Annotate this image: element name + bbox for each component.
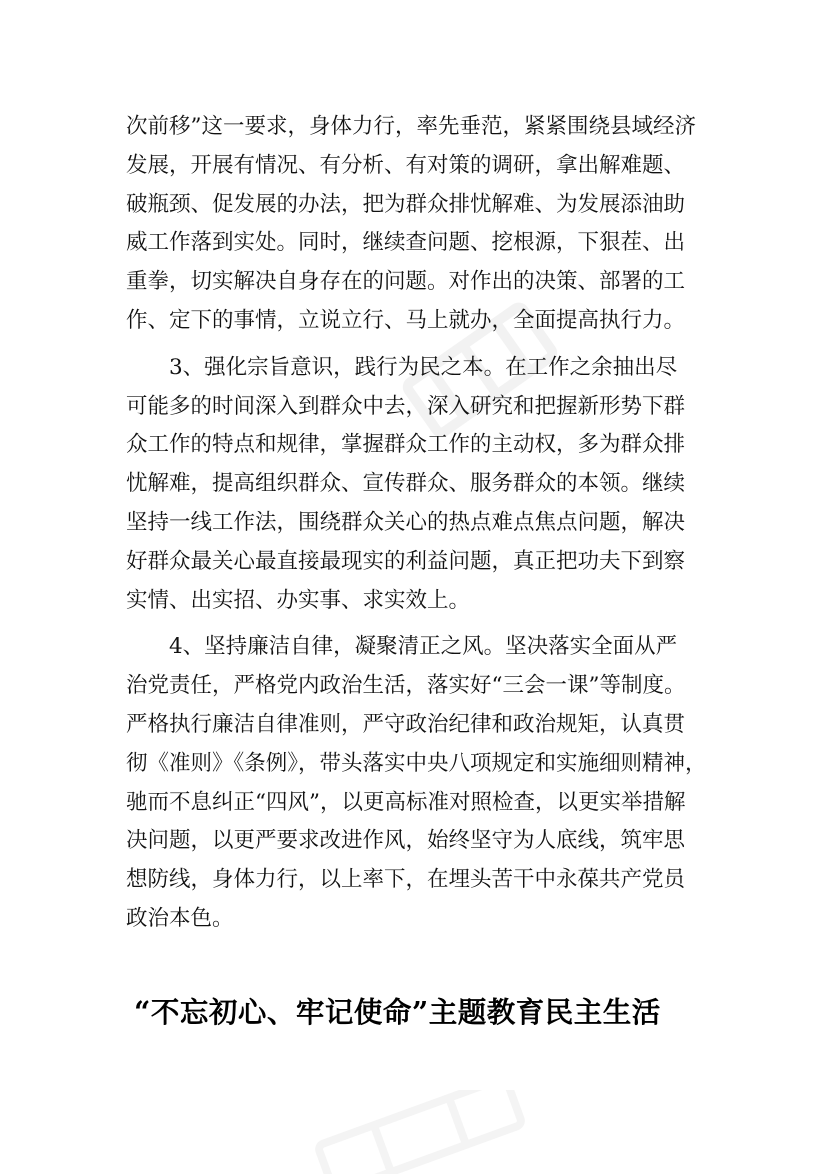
- text-line: 3、强化宗旨意识，践行为民之本。在工作之余抽出尽: [169, 354, 678, 380]
- text-line: 众工作的特点和规律，掌握群众工作的主动权，多为群众排: [126, 432, 686, 458]
- text-line: 驰而不息纠正“四风”，以更高标准对照检查，以更实举措解: [126, 789, 686, 815]
- paragraph-4: [126, 628, 726, 938]
- text-line: 治党责任，严格党内政治生活，落实好“三会一课”等制度。: [126, 673, 686, 699]
- text-line: 好群众最关心最直接最现实的利益问题，真正把功夫下到察: [126, 548, 686, 574]
- text-line: 彻《准则》《条例》，带头落实中央八项规定和实施细则精神，: [126, 750, 707, 776]
- document-body: [126, 108, 726, 939]
- text-line: 严格执行廉洁自律准则，严守政治纪律和政治规矩，认真贯: [126, 711, 686, 737]
- text-line: 政治本色。: [126, 905, 234, 931]
- text-line: 发展，开展有情况、有分析、有对策的调研，拿出解难题、: [126, 152, 686, 178]
- text-line: 威工作落到实处。同时，继续查问题、挖根源，下狠茬、出: [126, 230, 686, 256]
- text-line: 重拳，切实解决自身存在的问题。对作出的决策、部署的工: [126, 269, 686, 295]
- text-line: 4、坚持廉洁自律，凝聚清正之风。坚决落实全面从严: [169, 634, 678, 660]
- paragraph-3: [126, 349, 726, 621]
- text-line: 次前移”这一要求，身体力行，率先垂范，紧紧围绕县域经济: [126, 114, 696, 139]
- text-line: 决问题，以更严要求改进作风，始终坚守为人底线，筑牢思: [126, 828, 686, 854]
- paragraph-continuation: [126, 108, 726, 341]
- text-line: 破瓶颈、促发展的办法，把为群众排忧解难、为发展添油助: [126, 191, 686, 217]
- text-line: 忧解难，提高组织群众、宣传群众、服务群众的本领。继续: [126, 471, 686, 497]
- text-line: 作、定下的事情，立说立行、马上就办，全面提高执行力。: [126, 307, 686, 333]
- text-line: 坚持一线工作法，围绕群众关心的热点难点焦点问题，解决: [126, 509, 686, 535]
- section-heading: “不忘初心、牢记使命”主题教育民主生活: [134, 995, 661, 1029]
- watermark-bottom-icon: [300, 1090, 540, 1174]
- text-line: 实情、出实招、办实事、求实效上。: [126, 587, 471, 613]
- text-line: 可能多的时间深入到群众中去，深入研究和把握新形势下群: [126, 393, 686, 419]
- text-line: 想防线，身体力行，以上率下，在埋头苦干中永葆共产党员: [126, 867, 686, 893]
